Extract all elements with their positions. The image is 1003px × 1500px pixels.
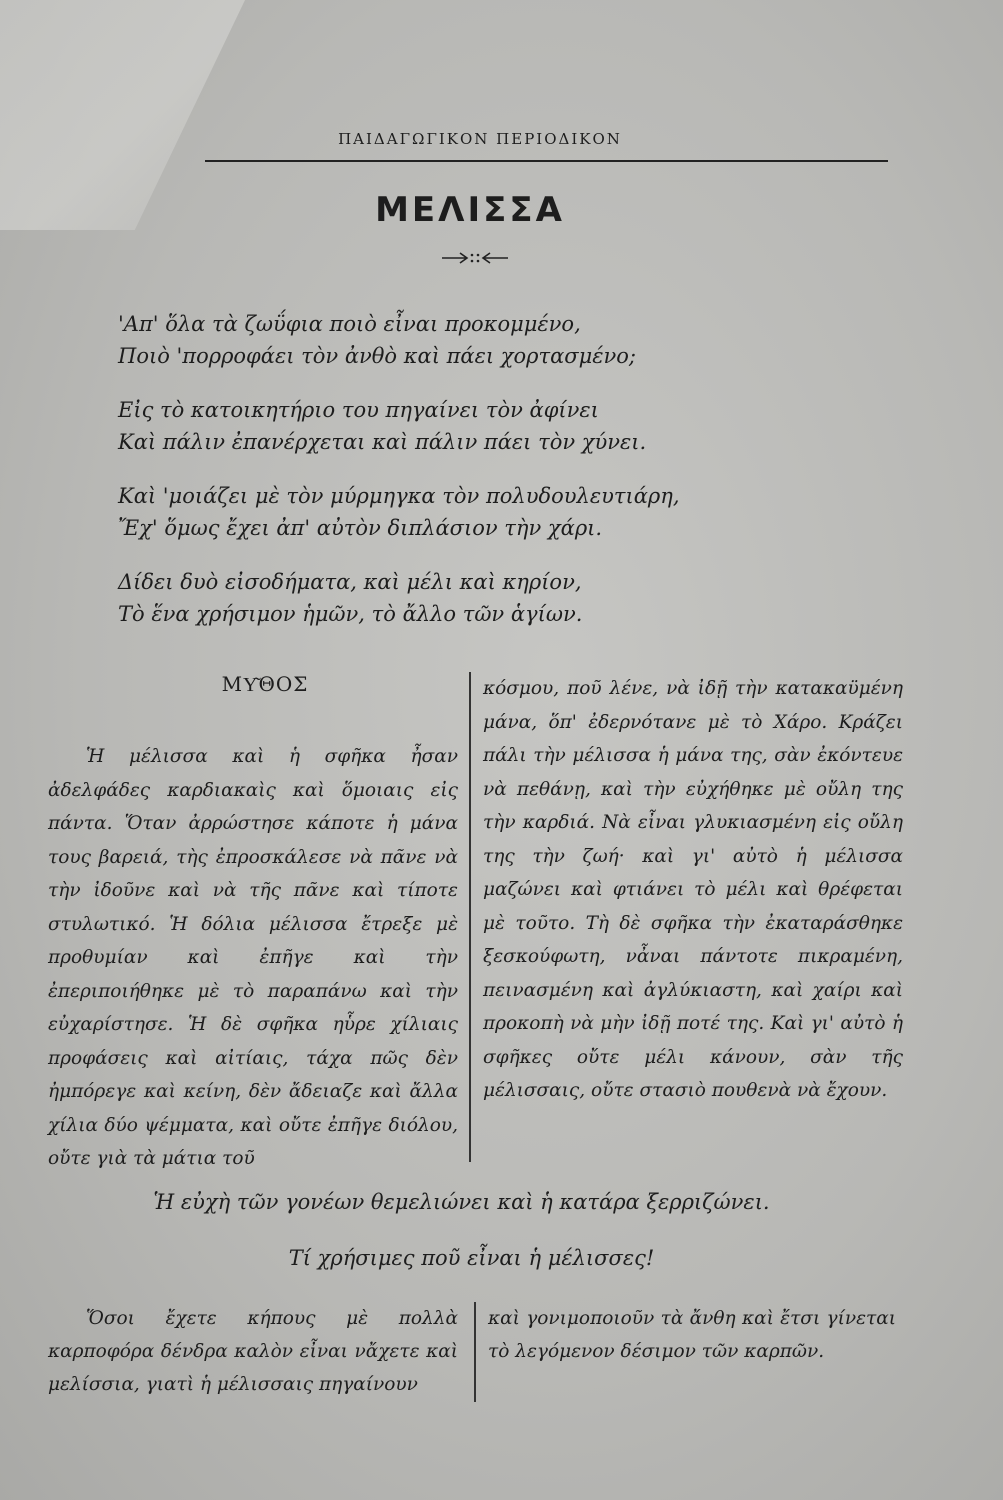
myth-heading: ΜΥ͂ΘΟΣ [221,672,309,696]
column-divider [474,1302,476,1402]
poem-stanza [118,394,838,458]
section-left-column [48,1302,458,1401]
ornament-icon [440,248,510,268]
poem-line: Ἔχ' ὅμως ἔχει ἀπ' αὐτὸν διπλάσιον τὴν χάρι. [118,516,603,540]
folded-corner [0,0,245,230]
section-paragraph: Ὅσοι ἔχετε κήπους μὲ πολλὰ καρποφόρα δένδρα καλὸν εἶναι νἄχετε καὶ μελίσσια, γιατὶ ἡ μέλισσαις πηγαίνουν [48,1308,458,1395]
poem-line: Τὸ ἕνα χρήσιμον ἡμῶν, τὸ ἄλλο τῶν ἁγίων. [118,602,583,626]
running-head: ΠΑΙΔΑΓΩΓΙΚΟΝ ΠΕΡΙΟΔΙΚΟΝ [338,130,622,148]
myth-left-column [48,740,458,1176]
poem-stanza [118,308,838,372]
poem-stanza [118,566,838,630]
poem-stanza [118,480,838,544]
section-heading: Τί χρήσιμες ποῦ εἶναι ἡ μέλισσες! [288,1246,655,1270]
poem-line: Καὶ πάλιν ἐπανέρχεται καὶ πάλιν πάει τὸν χύνει. [118,430,647,454]
article-title: ΜΕΛΙΣΣΑ [375,190,565,230]
myth-paragraph: κόσμου, ποῦ λένε, νὰ ἰδῇ τὴν κατακαϋμένη μάνα, ὅπ' ἐδερνότανε μὲ τὸ Χάρο. Κράζει πάλι τὴν μέλισσα ἡ μάνα της, σὰν ἐκόντευε νὰ πεθάνῃ, καὶ τὴν εὐχήθηκε μὲ οὔλη της τὴν καρδιά. Νὰ εἶναι γλυκιασμένη εἰς οὔλη της τὴν ζωή· καὶ γι' αὐτὸ ἡ μέλισσα μαζώνει καὶ φτιάνει τὸ μέλι καὶ θρέφεται μὲ τοῦτο. Τὴ δὲ σφῆκα τὴν ἐκαταράσθηκε ξεσκούφωτη, νἆναι πάντοτε πικραμένη, πεινασμένη καὶ ἀγλύκιαστη, καὶ χαίρι καὶ προκοπὴ νὰ μὴν ἰδῇ ποτέ της. Καὶ γι' αὐτὸ ἡ σφῆκες οὔτε μέλι κάνουν, σὰν τῆς μέλισσαις, οὔτε στασιὸ πουθενὰ νὰ ἔχουν. [483,678,903,1101]
section-right-column [488,1302,896,1368]
myth-right-column [483,672,903,1108]
section-paragraph: καὶ γονιμοποιοῦν τὰ ἄνθη καὶ ἔτσι γίνεται τὸ λεγόμενον δέσιμον τῶν καρπῶν. [488,1308,896,1362]
poem-line: Καὶ 'μοιάζει μὲ τὸν μύρμηγκα τὸν πολυδουλευτιάρη, [118,484,680,508]
header-rule [205,160,888,162]
column-divider [469,672,471,1162]
poem [118,308,838,652]
poem-line: Εἰς τὸ κατοικητήριο του πηγαίνει τὸν ἀφίνει [118,398,599,422]
poem-line: 'Απ' ὅλα τὰ ζωΰφια ποιὸ εἶναι προκομμένο, [118,312,581,336]
poem-line: Δίδει δυὸ εἰσοδήματα, καὶ μέλι καὶ κηρίον, [118,570,582,594]
proverb: Ἡ εὐχὴ τῶν γονέων θεμελιώνει καὶ ἡ κατάρα ξερριζώνει. [153,1190,770,1214]
myth-paragraph: Ἡ μέλισσα καὶ ἡ σφῆκα ἦσαν ἀδελφάδες καρδιακαὶς καὶ ὅμοιαις εἰς πάντα. Ὅταν ἀρρώστησε κάποτε ἡ μάνα τους βαρειά, τὴς ἐπροσκάλεσε νὰ πᾶνε νὰ τὴν ἰδοῦνε καὶ νὰ τῆς πᾶνε καὶ τίποτε στυλωτικό. Ἡ δόλια μέλισσα ἔτρεξε μὲ προθυμίαν καὶ ἐπῆγε καὶ τὴν ἐπεριποιήθηκε μὲ τὸ παραπάνω καὶ τὴν εὐχαρίστησε. Ἡ δὲ σφῆκα ηὗρε χίλιαις προφάσεις καὶ αἰτίαις, τάχα πῶς δὲν ἠμπόρεγε καὶ κείνη, δὲν ἄδειαζε καὶ ἄλλα χίλια δύο ψέμματα, καὶ οὔτε ἐπῆγε διόλου, οὔτε γιὰ τὰ μάτια τοῦ [48,746,458,1169]
poem-line: Ποιὸ 'πορροφάει τὸν ἀνθὸ καὶ πάει χορτασμένο; [118,344,637,368]
